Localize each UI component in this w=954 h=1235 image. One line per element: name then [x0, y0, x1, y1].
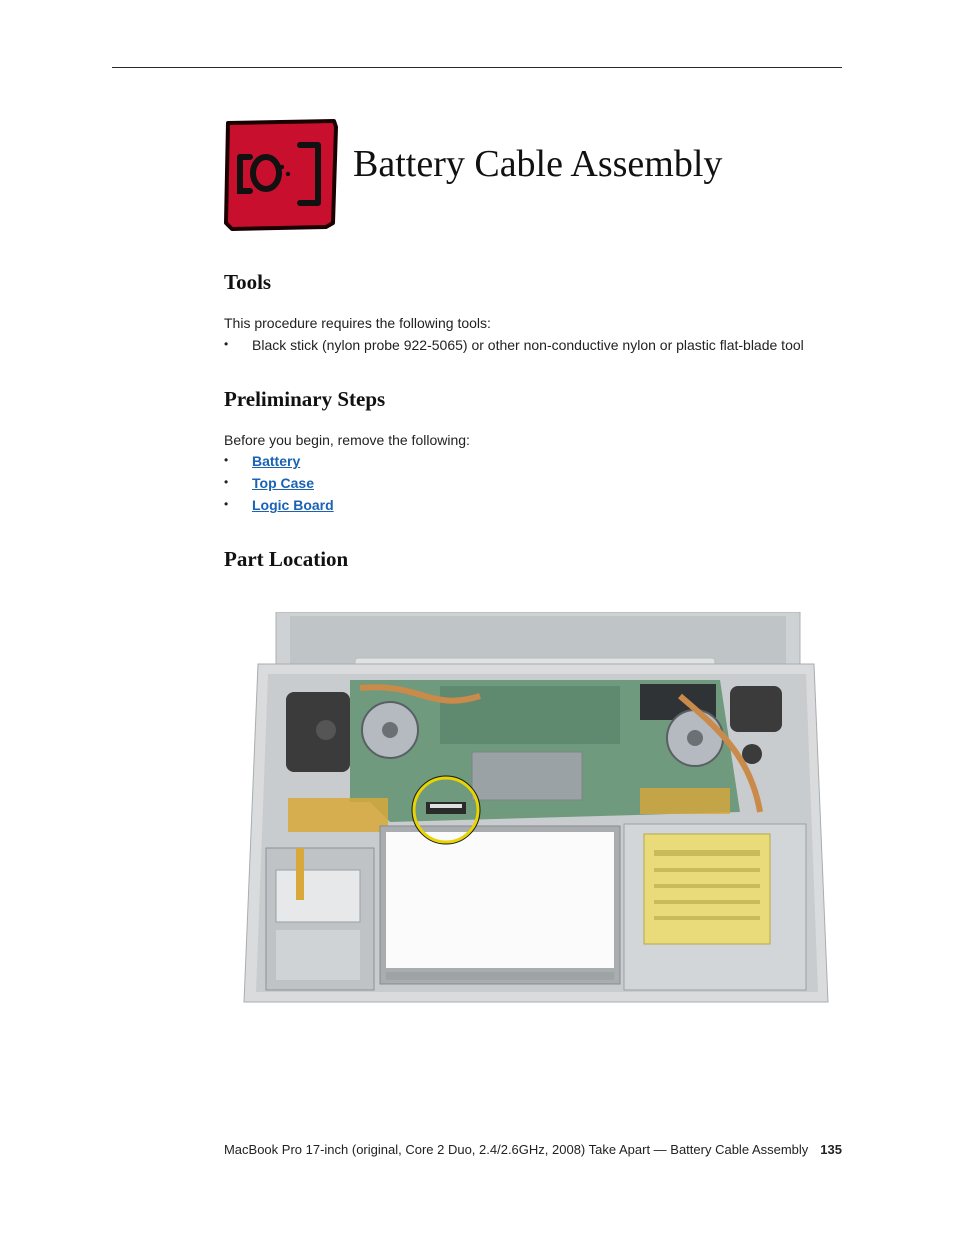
- footer-text: MacBook Pro 17-inch (original, Core 2 Duo, 2.4/2.6GHz, 2008) Take Apart — Battery Cable Assembly: [223, 1142, 809, 1157]
- top-rule: [112, 67, 842, 68]
- bullet-icon: •: [224, 453, 229, 467]
- page-number: 135: [820, 1142, 842, 1157]
- take-apart-logo-icon: [222, 119, 340, 231]
- bullet-icon: •: [224, 497, 229, 511]
- preliminary-steps-heading: Preliminary Steps: [224, 387, 386, 411]
- preliminary-intro: Before you begin, remove the following:: [224, 432, 470, 448]
- top-case-link[interactable]: Top Case: [252, 475, 314, 491]
- part-location-heading: Part Location: [224, 547, 349, 571]
- logic-board-link[interactable]: Logic Board: [252, 497, 334, 513]
- battery-link[interactable]: Battery: [252, 453, 301, 469]
- page-footer: [0, 1142, 842, 1157]
- tool-item-text: Black stick (nylon probe 922-5065) or other non-conductive nylon or plastic flat-blade tool: [252, 337, 804, 353]
- part-location-photo: [240, 612, 832, 1010]
- tools-heading: Tools: [224, 270, 272, 294]
- page-title: Battery Cable Assembly: [353, 143, 723, 185]
- bullet-icon: •: [224, 337, 229, 351]
- bullet-icon: •: [224, 475, 229, 489]
- tools-intro: This procedure requires the following tools:: [224, 315, 491, 331]
